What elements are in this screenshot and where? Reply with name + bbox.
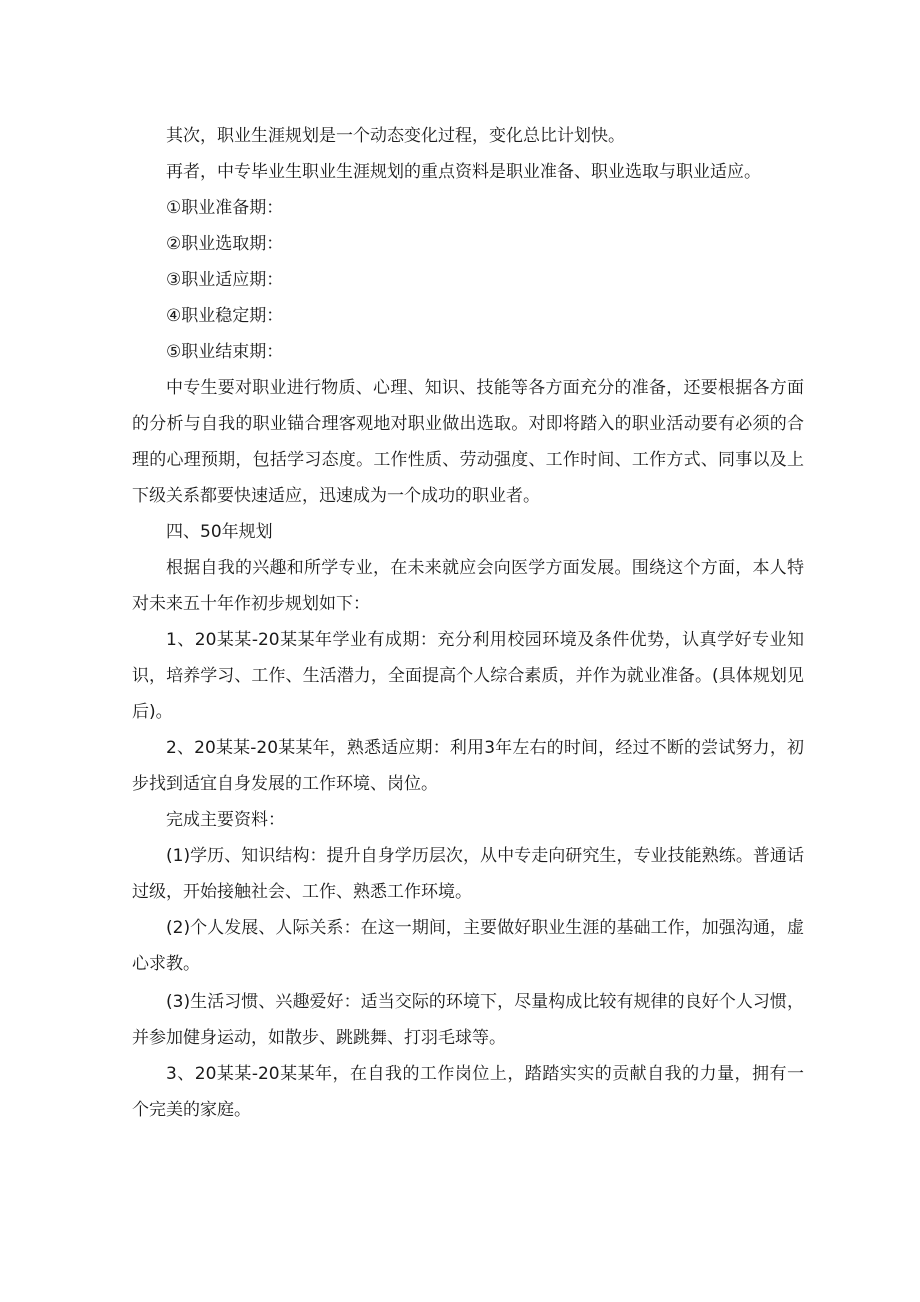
- list-item-stable-period: ④职业稳定期：: [166, 306, 284, 326]
- sub-item-personal-development: (2)个人发展、人际关系：在这一期间，主要做好职业生涯的基础工作，加强沟通，虚心求教。: [132, 918, 804, 974]
- plan-item-3: 3、20某某-20某某年，在自我的工作岗位上，踏踏实实的贡献自我的力量，拥有一个完美的家庭。: [132, 1064, 804, 1120]
- plan-item-2: 2、20某某-20某某年，熟悉适应期：利用3年左右的时间，经过不断的尝试努力，初步找到适宜自身发展的工作环境、岗位。: [132, 738, 804, 794]
- plan-item-1: 1、20某某-20某某年学业有成期：充分利用校园环境及条件优势，认真学好专业知识，培养学习、工作、生活潜力，全面提高个人综合素质，并作为就业准备。(具体规划见后)。: [132, 630, 804, 722]
- section-heading-50-year-plan: 四、50年规划: [166, 522, 273, 542]
- sub-item-education: (1)学历、知识结构：提升自身学历层次，从中专走向研究生，专业技能熟练。普通话过级，开始接触社会、工作、熟悉工作环境。: [132, 846, 804, 902]
- sub-item-life-habits: (3)生活习惯、兴趣爱好：适当交际的环境下，尽量构成比较有规律的良好个人习惯，并参加健身运动，如散步、跳跳舞、打羽毛球等。: [132, 992, 804, 1048]
- paragraph-preparation-details: 中专生要对职业进行物质、心理、知识、技能等各方面充分的准备，还要根据各方面的分析与自我的职业锚合理客观地对职业做出选取。对即将踏入的职业活动要有必须的合理的心理预期，包括学习态度。工作性质、劳动强度、工作时间、工作方式、同事以及上下级关系都要快速适应，迅速成为一个成功的职业者。: [132, 378, 804, 506]
- list-item-adaptation-period: ③职业适应期：: [166, 270, 284, 290]
- list-item-ending-period: ⑤职业结束期：: [166, 342, 284, 362]
- list-item-preparation-period: ①职业准备期：: [166, 198, 284, 218]
- paragraph-plan-intro: 根据自我的兴趣和所学专业，在未来就应会向医学方面发展。围绕这个方面，本人特对未来五十年作初步规划如下：: [132, 558, 804, 614]
- list-item-selection-period: ②职业选取期：: [166, 234, 284, 254]
- document-body: [132, 118, 804, 1128]
- paragraph-furthermore: 再者，中专毕业生职业生涯规划的重点资料是职业准备、职业选取与职业适应。: [166, 162, 761, 182]
- paragraph-secondly: 其次，职业生涯规划是一个动态变化过程，变化总比计划快。: [166, 126, 625, 146]
- paragraph-main-content-label: 完成主要资料：: [166, 810, 285, 830]
